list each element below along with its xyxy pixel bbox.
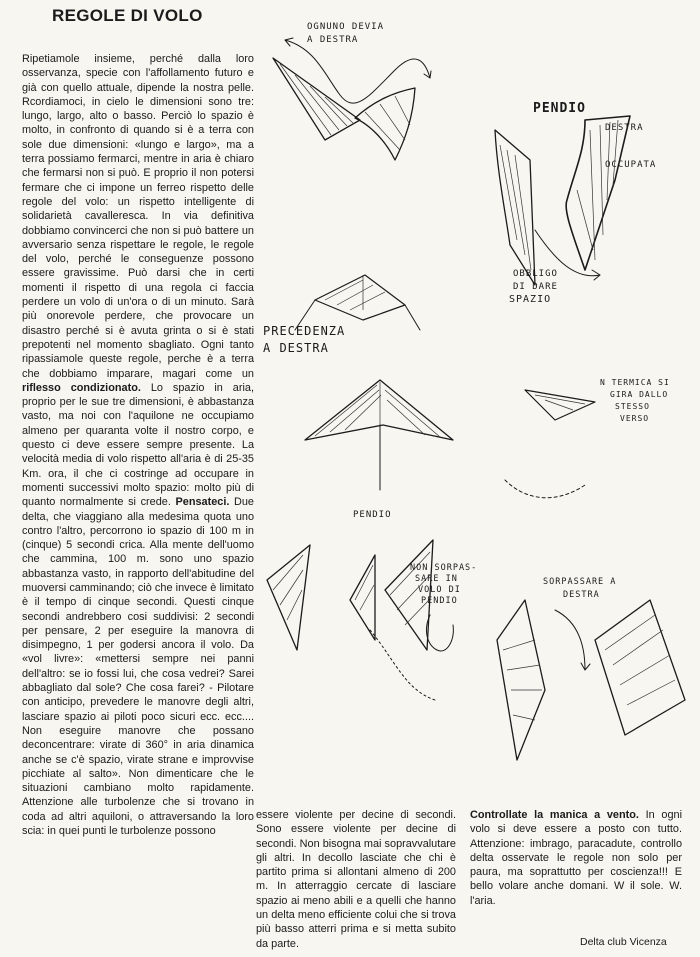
page-title: REGOLE DI VOLO [52,6,203,25]
article-left-column [22,52,254,838]
article-right-column [470,808,682,908]
label-di-dare: DI DARE [513,282,558,292]
article-middle-column: essere violente per decine di secondi. Sono essere violente per decine di secondi. Non bisogna mai sopravvalutare gli altri. In decollo lasciate che chi è partito prima si allontani almeno di 200 m. In atterraggio cercate di lasciare spazio ai meno abili e a quelli che hanno un delta meno efficiente colui che si trova più basso atterri prima e si metta subito da parte. [256,809,456,950]
windsock-heading: Controllate la manica a vento. [470,809,639,821]
label-pendio-top: PENDIO [533,101,586,116]
label-occupata: OCCUPATA [605,160,657,170]
label-verso: VERSO [620,414,650,423]
emphasis-pensateci: Pensateci. [175,496,230,509]
glider-left-wing [273,58,360,140]
label-a-destra-2: A DESTRA [263,341,329,355]
sketch-right-of-way [263,275,420,355]
label-obbligo: OBBLIGO [513,269,558,279]
paragraph-intro: Ripetiamole insieme, perché dalla loro osservanza, specie con l'affollamento futuro e già con quello attuale, dipende la nostra pelle. Rcordiamoci, in cielo le dimensioni sono tre: lungo, largo, alto o basso. Perciò lo spazio è molto, in confronto di quando si è a terra con sole due dimensioni: «lungo e largo», ma a terra possiamo fermarci, mentre in aria è chiaro che fermarsi non si può. E proprio il non potersi fermare che ci impone un ferreo rispetto delle regole del volo: un rispetto intelligente di solidarietà cavalleresca. In via definitiva dobbiamo convincerci che non si può battere un avversario senza rispettare le regole, le regole del volo, perché le conseguenze possono essere gravissime. Può darsi che in certi momenti il rispetto di una regola ci faccia perdere un volo di un'ora o di un minuto. Sarà più onorevole perdere, che provocare un disastro perché si è avuta grinta o si è stati prepotenti nel momento sbagliato. Ogni tanto ripassiamole queste regole, perche è a terra che dobbiamo imparare, magari come un [22,53,254,380]
label-sare-in: SARE IN [415,574,458,584]
label-sorpassare: SORPASSARE A [543,577,617,587]
label-a-destra-3: DESTRA [563,590,600,600]
label-a-destra-1: A DESTRA [307,35,359,45]
label-precedenza: PRECEDENZA [263,324,346,338]
flight-rules-sketches [255,0,700,805]
paragraph-space: Lo spazio in aria, proprio per le sue tre dimensioni, è abbastanza vasto, ma noi con l'aquilone ne occupiamo almeno per quaranta volte il nostro corpo, e questo ci deve essere sempre presente. La velocità media di volo rispetto all'aria è di 25-35 Km. ora, il che ci costringe ad occupare in momenti successivi molto spazio: molto più di quanto normalmente si crede. [22,381,254,509]
article-paragraph [22,52,254,838]
sketch-no-overtaking-ridge [267,510,477,700]
label-termica: N TERMICA SI [600,378,670,387]
glider-along-ridge [495,130,535,285]
label-volo-di: VOLO DI [418,585,461,595]
label-spazio: SPAZIO [509,294,552,305]
glider-overtake-a [497,600,545,760]
sketch-thermal-same-direction [305,378,670,498]
label-destra: DESTRA [605,123,644,133]
sketch-head-on-deviation [273,22,431,160]
label-stesso: STESSO [615,402,650,411]
ridge-slope [566,116,630,270]
label-pendio-mid: PENDIO [353,510,392,520]
signature: Delta club Vicenza [580,936,667,948]
label-gira-dallo: GIRA DALLO [610,390,669,399]
paragraph-timing: Due delta, che viaggiano alla medesima quota uno contro l'altro, percorrono io spazio di 100 m in (cinque) 5 secondi crica. Alla mente dell'uomo che cammina, 100 m. sono uno spazio abbastanza vasto, in rapporto dell'abitudine del muoversi camminando; ciò che invece è limitato è il tempo di cinque secondi. Questi cinque secondi andrebbero cosi suddivisi: 2 secondi per pensare, 2 per eseguire la manovra di disimpegno, 1 per godersi ancora il volo. Da «vol livre»: «mettersi sempre nei panni dell'altro: se io fossi lui, che cosa vedrei? Sarei abbagliato dal sole? Che cosa farei? - Pilotare con anticipo, prevedere le manovre degli altri, lasciare spazio ai piloti poco sicuri ecc. ecc.... Non eseguire manovre che possano deconcentrare: virate di 360° in aria dinamica anche se c'è spazio, virate strane e improvvise picchiate al salto». Non dimenticare che le situazioni cambiano molto rapidamente. Attenzione alle turbolenze che si trovano in coda ad altri aquiloni, o attraversando la loro scia: in quei punti le turbolenze possono [22,496,254,838]
glider-thermal-front [305,380,453,440]
glider-ridge-a [267,545,310,650]
sketch-overtake-right [497,577,685,760]
sketch-ridge-right-occupied [495,101,656,305]
label-pendio-bottom: PENDIO [421,596,458,606]
label-non-sorpas: NON SORPAS- [410,563,478,573]
pilot-figure [426,615,453,651]
glider-overtake-b [595,600,685,735]
closing-advice: In ogni volo si deve essere a posto con tutto. Attenzione: imbrago, paracadute, controllo delta osservate le regole non solo per paura, ma soprattutto per coscienza!!! E bello volare anche domani. W il sole. W. l'aria. [470,809,682,907]
label-ognuno-devia: OGNUNO DEVIA [307,22,385,32]
emphasis-riflesso: riflesso condizionato. [22,381,141,394]
